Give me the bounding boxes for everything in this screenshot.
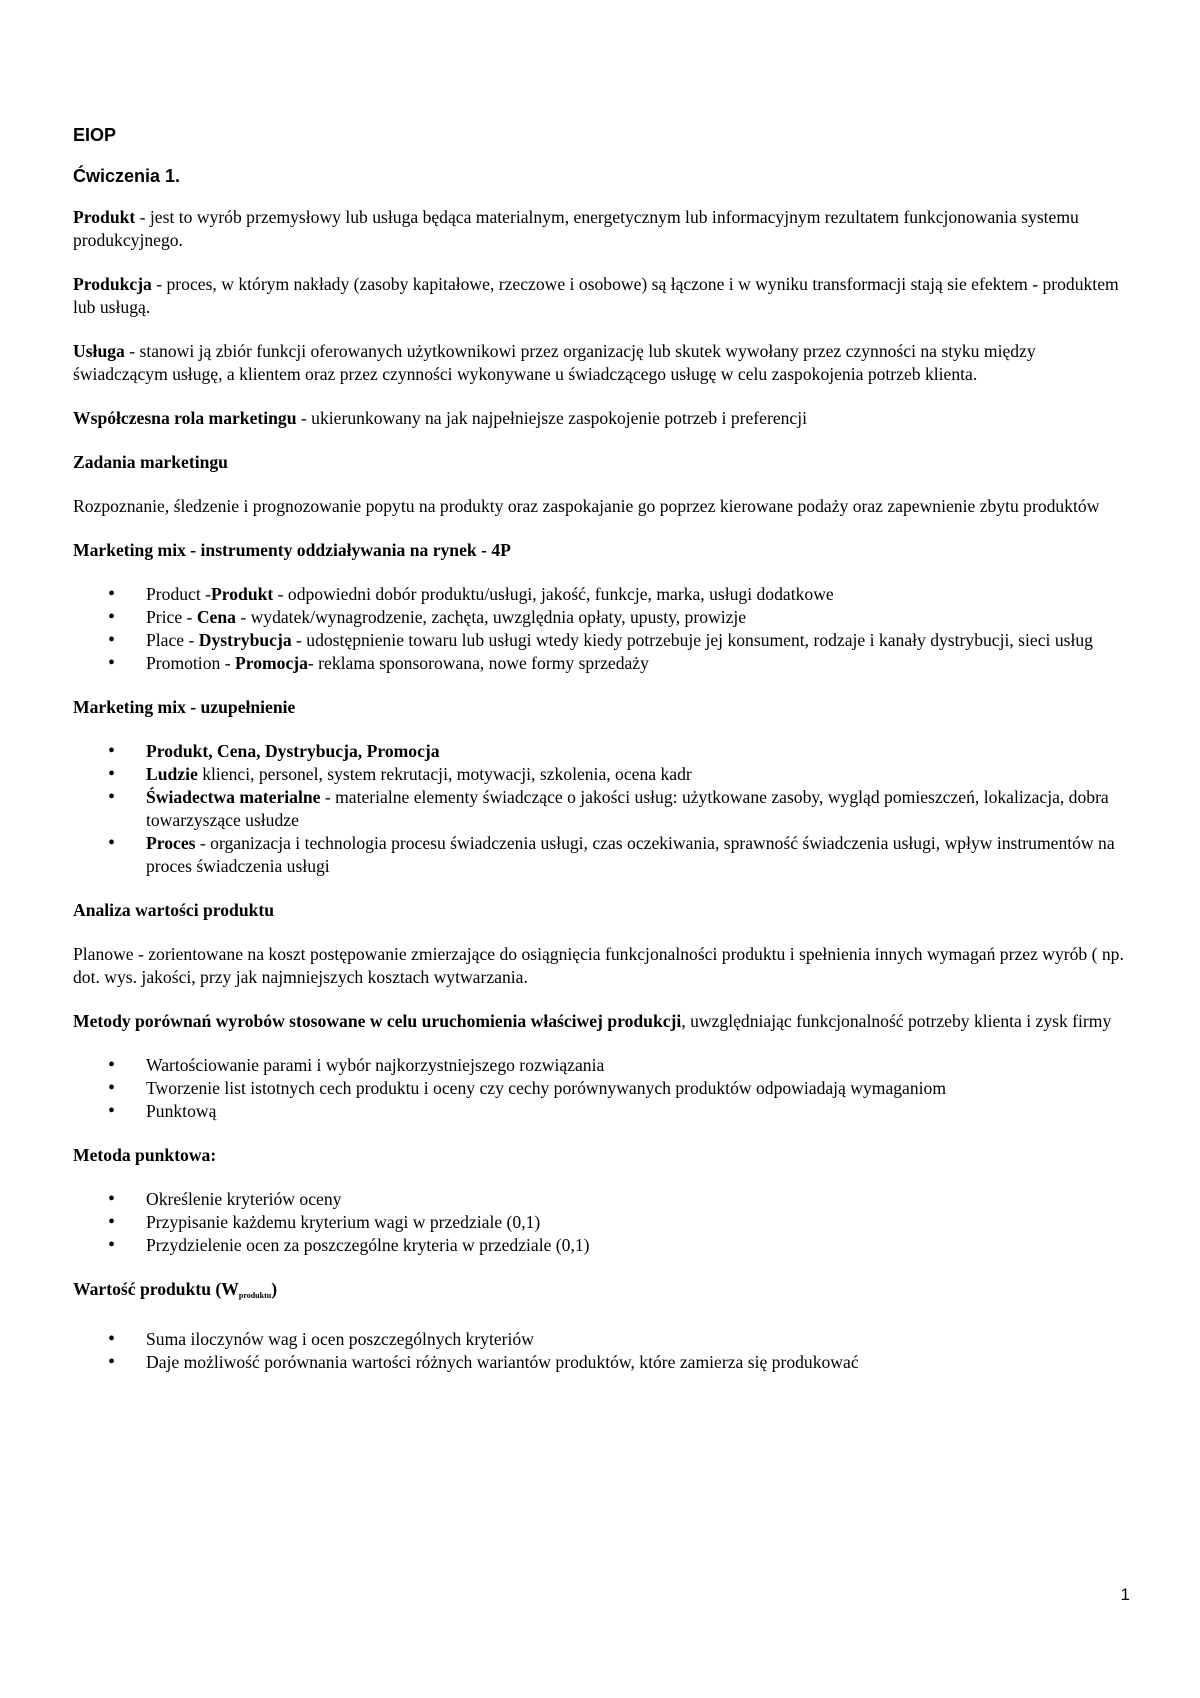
heading-text: Wartość produktu (W [73,1279,239,1299]
item-prefix: Product - [146,584,211,604]
page-number: 1 [1120,1585,1130,1604]
analiza-text: Planowe - zorientowane na koszt postępowanie zmierzające do osiągnięcia funkcjonalności produktu i spełnienia innych wymagań przez wyrób ( np. dot. wys. jakości, przy jak najmniejszych kosztach wytwarzania. [73,944,1124,987]
list-metody [73,1054,1133,1123]
document-subtitle: Ćwiczenia 1. [73,166,181,186]
definition-produkcja [73,273,1133,319]
list-item: • Daje możliwość porównania wartości różnych wariantów produktów, które zamierza się produkować [73,1351,1133,1374]
section-heading-punktowa: Metoda punktowa: [73,1145,217,1165]
heading-close: ) [271,1279,278,1299]
item-term: Ludzie [146,764,198,784]
definition-produkt [73,206,1133,252]
heading-subscript: produktu [238,1291,272,1300]
item-text: - odpowiedni dobór produktu/usługi, jakość, funkcje, marka, usługi dodatkowe [273,584,834,604]
section-heading-uzupelnienie: Marketing mix - uzupełnienie [73,697,296,717]
definition-text: - proces, w którym nakłady (zasoby kapitałowe, rzeczowe i osobowe) są łączone i w wyniku transformacji stają sie efektem - produktem lub usługą. [73,274,1119,317]
list-4p [73,583,1133,675]
list-item [73,583,1133,606]
metody-paragraph [73,1010,1133,1033]
item-text: - reklama sponsorowana, nowe formy sprzedaży [307,653,649,673]
list-item: • Przydzielenie ocen za poszczególne kryteria w przedziale (0,1) [73,1234,1133,1257]
item-prefix: Price - [146,607,197,627]
item-text: - wydatek/wynagrodzenie, zachęta, uwzględnia opłaty, upusty, prowizje [235,607,747,627]
section-heading-zadania: Zadania marketingu [73,452,228,472]
metody-term: Metody porównań wyrobów stosowane w celu uruchomienia właściwej produkcji [73,1011,682,1031]
definition-text: - ukierunkowany na jak najpełniejsze zaspokojenie potrzeb i preferencji [296,408,808,428]
section-heading-wartosc [73,1278,1133,1307]
list-wartosc [73,1328,1133,1374]
item-text: - materialne elementy świadczące o jakości usług: użytkowane zasoby, wygląd pomieszczeń, lokalizacja, dobra towarzyszące usłudze [146,787,1109,830]
definition-rola-marketingu [73,407,1133,430]
item-text: - organizacja i technologia procesu świadczenia usługi, czas oczekiwania, sprawność świadczenia usługi, wpływ instrumentów na proces świadczenia usługi [146,833,1115,876]
list-item [73,740,1133,763]
item-term: Dystrybucja [198,630,292,650]
definition-text: - stanowi ją zbiór funkcji oferowanych użytkownikowi przez organizację lub skutek wywołany przez czynności na styku między świadczącym usługę, a klientem oraz przez czynności wykonywane u świadczącego usługę w celu zaspokojenia potrzeb klienta. [73,341,1036,384]
list-item: • Suma iloczynów wag i ocen poszczególnych kryteriów [73,1328,1133,1351]
list-item: • Tworzenie list istotnych cech produktu i oceny czy cechy porównywanych produktów odpowiadają wymaganiom [73,1077,1133,1100]
item-term: Promocja [234,653,308,673]
list-item: • Przypisanie każdemu kryterium wagi w przedziale (0,1) [73,1211,1133,1234]
list-item [73,652,1133,675]
list-item: • Wartościowanie parami i wybór najkorzystniejszego rozwiązania [73,1054,1133,1077]
list-item [73,629,1133,652]
list-punktowa [73,1188,1133,1257]
definition-text: - jest to wyrób przemysłowy lub usługa będąca materialnym, energetycznym lub informacyjnym rezultatem funkcjonowania systemu produkcyjnego. [73,207,1079,250]
definition-term: Usługa [73,341,125,361]
list-item [73,832,1133,878]
item-term: Świadectwa materialne [146,787,321,807]
metody-text: , uwzględniając funkcjonalność potrzeby klienta i zysk firmy [681,1011,1112,1031]
list-item [73,606,1133,629]
section-heading-4p: Marketing mix - instrumenty oddziaływania na rynek - 4P [73,540,511,560]
item-prefix: Place - [146,630,199,650]
zadania-text: Rozpoznanie, śledzenie i prognozowanie popytu na produkty oraz zaspokajanie go poprzez kierowane podaży oraz zapewnienie zbytu produktów [73,496,1100,516]
document-title: EIOP [73,125,117,145]
list-item: • Określenie kryteriów oceny [73,1188,1133,1211]
list-item [73,763,1133,786]
list-uzupelnienie [73,740,1133,878]
item-term: Proces [146,833,196,853]
item-text: klienci, personel, system rekrutacji, motywacji, szkolenia, ocena kadr [197,764,692,784]
definition-term: Produkcja [73,274,152,294]
list-item: • Punktową [73,1100,1133,1123]
list-item [73,786,1133,832]
definition-term: Produkt [73,207,136,227]
item-term: Produkt, Cena, Dystrybucja, Promocja [146,741,440,761]
item-text: - udostępnienie towaru lub usługi wtedy kiedy potrzebuje jej konsument, rodzaje i kanały dystrybucji, sieci usług [291,630,1093,650]
definition-usluga [73,340,1133,386]
section-heading-analiza: Analiza wartości produktu [73,900,275,920]
item-term: Produkt [211,584,274,604]
definition-term: Współczesna rola marketingu [73,408,297,428]
item-term: Cena [196,607,236,627]
document-body [73,124,1133,1395]
item-prefix: Promotion - [146,653,235,673]
